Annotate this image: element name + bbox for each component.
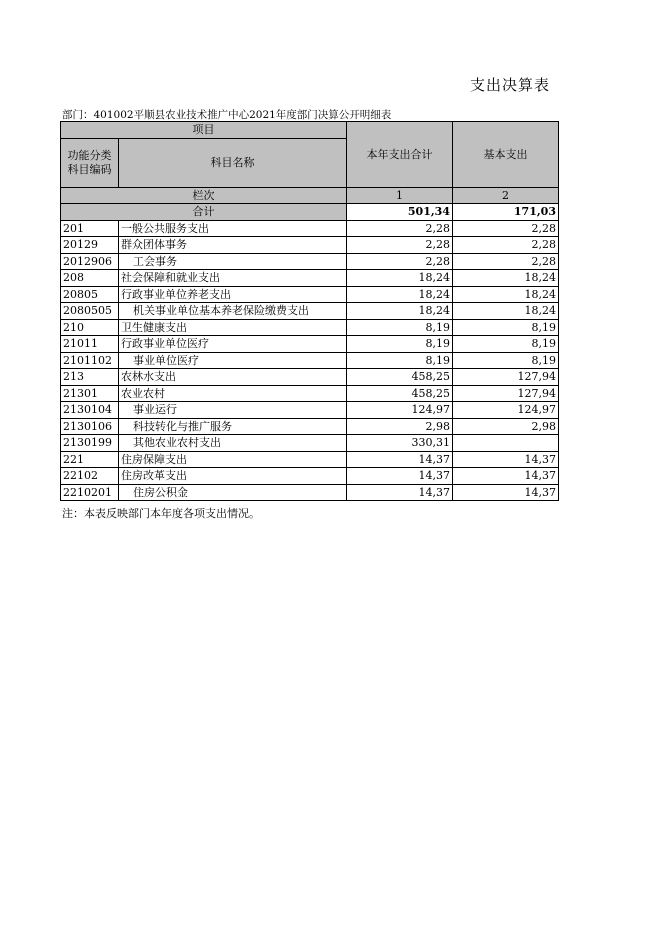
row-total: 14,37 [347,484,453,501]
basic-column-header: 基本支出 [453,122,559,188]
table-row [61,220,559,237]
row-code: 21301 [61,385,119,402]
table-row [61,385,559,402]
expenditure-table [60,121,559,501]
row-basic: 124,97 [453,402,559,419]
row-basic [453,435,559,452]
row-name: 群众团体事务 [119,237,347,254]
code-column-header [61,138,119,187]
table-row [61,270,559,287]
row-code: 2130106 [61,418,119,435]
row-code: 201 [61,220,119,237]
row-total: 8,19 [347,319,453,336]
row-total: 2,28 [347,253,453,270]
row-name: 卫生健康支出 [119,319,347,336]
row-basic: 14,37 [453,484,559,501]
row-basic: 2,28 [453,237,559,254]
table-row [61,484,559,501]
table-row [61,253,559,270]
table-row [61,468,559,485]
table-row [61,435,559,452]
table-row [61,369,559,386]
row-name: 工会事务 [119,253,347,270]
table-row [61,402,559,419]
row-code: 213 [61,369,119,386]
row-code: 2210201 [61,484,119,501]
row-basic: 8,19 [453,336,559,353]
row-name: 农业农村 [119,385,347,402]
row-code: 210 [61,319,119,336]
department-line: 部门：401002平顺县农业技术推广中心2021年度部门决算公开明细表 [62,109,392,121]
row-total: 18,24 [347,286,453,303]
row-total: 8,19 [347,336,453,353]
row-code: 20805 [61,286,119,303]
row-name: 科技转化与推广服务 [119,418,347,435]
table-row [61,319,559,336]
row-basic: 18,24 [453,286,559,303]
report-title: 支出决算表 [470,76,551,94]
row-code: 208 [61,270,119,287]
row-total: 2,28 [347,237,453,254]
table-row [61,418,559,435]
table-row [61,303,559,320]
row-basic: 8,19 [453,352,559,369]
project-header: 项目 [61,122,347,139]
row-name: 住房公积金 [119,484,347,501]
row-name: 住房改革支出 [119,468,347,485]
row-total: 18,24 [347,303,453,320]
header-row-project [61,122,559,139]
name-column-header: 科目名称 [119,138,347,187]
code-header-line1: 功能分类 [67,148,112,162]
row-name: 机关事业单位基本养老保险缴费支出 [119,303,347,320]
row-total: 14,37 [347,468,453,485]
row-total: 124,97 [347,402,453,419]
table-row [61,451,559,468]
row-name: 社会保障和就业支出 [119,270,347,287]
row-code: 20129 [61,237,119,254]
row-code: 21011 [61,336,119,353]
row-name: 事业运行 [119,402,347,419]
row-code: 2130104 [61,402,119,419]
row-total: 2,98 [347,418,453,435]
row-code: 221 [61,451,119,468]
row-total: 458,25 [347,385,453,402]
row-total: 458,25 [347,369,453,386]
footnote: 注：本表反映部门本年度各项支出情况。 [62,507,260,520]
row-total: 330,31 [347,435,453,452]
row-name: 行政事业单位医疗 [119,336,347,353]
column-index-1: 1 [347,187,453,204]
row-basic: 14,37 [453,451,559,468]
row-code: 2130199 [61,435,119,452]
row-name: 行政事业单位养老支出 [119,286,347,303]
table-row [61,352,559,369]
table-row [61,286,559,303]
row-name: 农林水支出 [119,369,347,386]
total-column-header: 本年支出合计 [347,122,453,188]
row-basic: 2,98 [453,418,559,435]
row-code: 22102 [61,468,119,485]
row-basic: 8,19 [453,319,559,336]
row-basic: 18,24 [453,270,559,287]
row-name: 一般公共服务支出 [119,220,347,237]
code-header-line2: 科目编码 [67,162,112,176]
row-basic: 2,28 [453,220,559,237]
column-index-row [61,187,559,204]
row-name: 事业单位医疗 [119,352,347,369]
row-total: 14,37 [347,451,453,468]
table-row [61,237,559,254]
row-total: 18,24 [347,270,453,287]
total-basic-amount: 171,03 [453,204,559,221]
row-basic: 127,94 [453,369,559,386]
row-code: 2080505 [61,303,119,320]
total-row [61,204,559,221]
row-total: 8,19 [347,352,453,369]
row-name: 其他农业农村支出 [119,435,347,452]
row-total: 2,28 [347,220,453,237]
column-index-2: 2 [453,187,559,204]
row-basic: 18,24 [453,303,559,320]
row-code: 2101102 [61,352,119,369]
row-name: 住房保障支出 [119,451,347,468]
column-index-label: 栏次 [61,187,347,204]
total-label: 合计 [61,204,347,221]
row-code: 2012906 [61,253,119,270]
row-basic: 127,94 [453,385,559,402]
table-row [61,336,559,353]
total-amount: 501,34 [347,204,453,221]
row-basic: 14,37 [453,468,559,485]
row-basic: 2,28 [453,253,559,270]
